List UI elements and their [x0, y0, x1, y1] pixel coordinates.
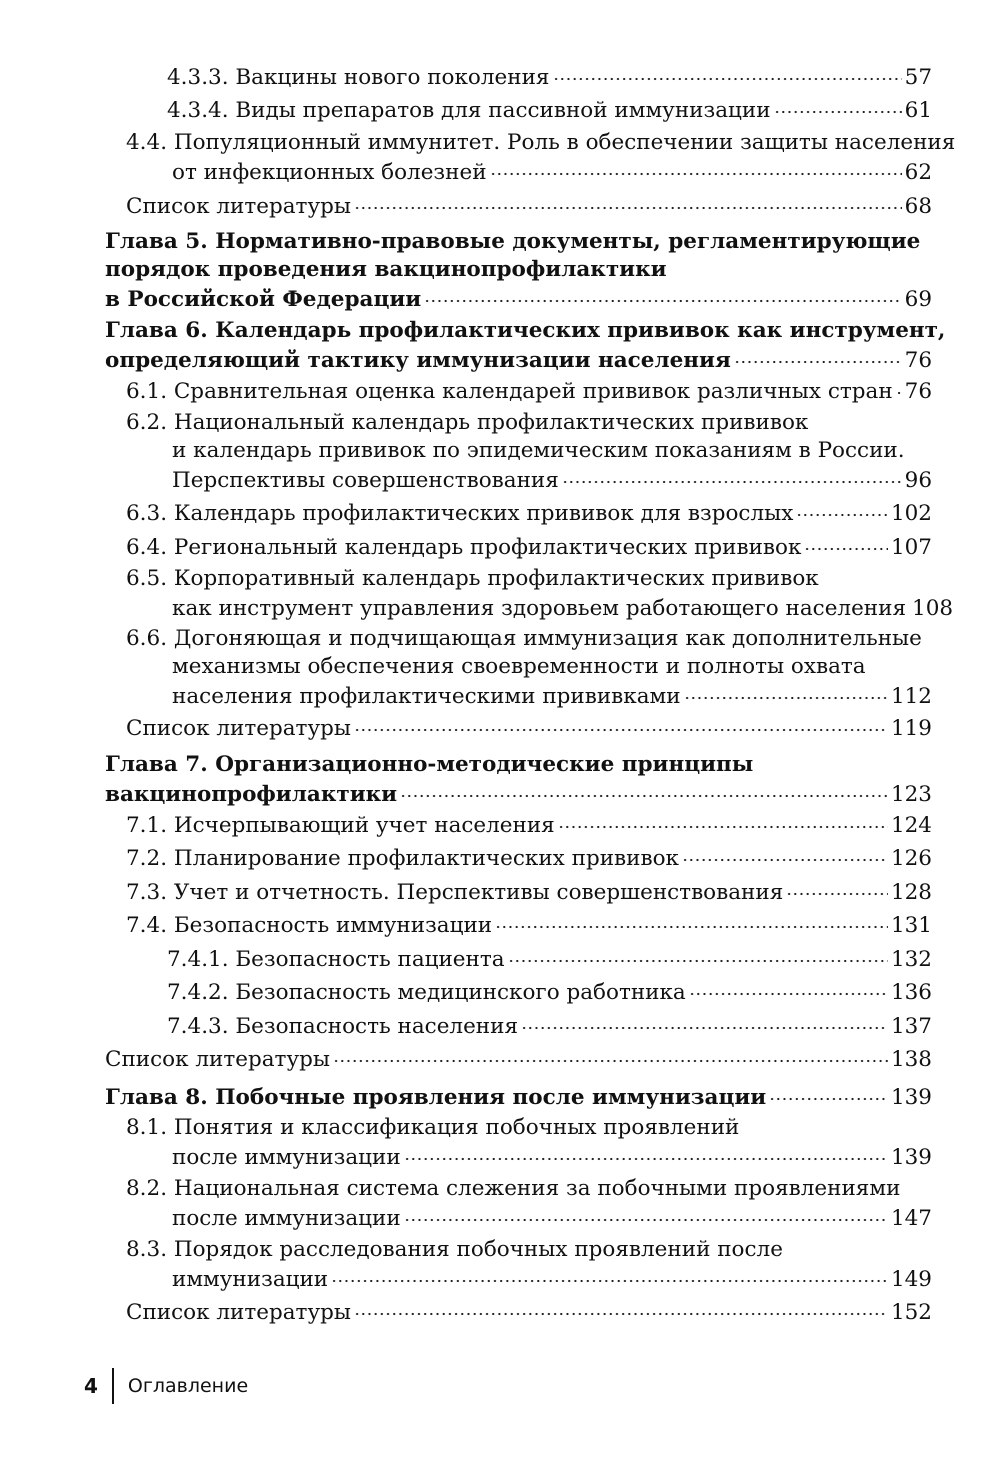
dot-leader: [774, 95, 902, 117]
toc-entry-text: 6.4. Региональный календарь профилактических прививок: [126, 534, 802, 560]
dot-leader: [684, 681, 888, 703]
toc-entry-text: 7.1. Исчерпывающий учет населения: [126, 812, 555, 838]
dot-leader: [689, 977, 888, 999]
toc-entry[interactable]: [126, 810, 932, 840]
toc-entry[interactable]: [105, 751, 932, 809]
toc-entry[interactable]: [126, 910, 932, 940]
dot-leader: [333, 1044, 888, 1066]
toc-entry-text: 8.3. Порядок расследования побочных проявлений после: [126, 1237, 783, 1262]
toc-entry[interactable]: [126, 191, 932, 221]
dot-leader: [804, 532, 888, 554]
toc-entry[interactable]: [126, 877, 932, 907]
dot-leader: [682, 843, 888, 865]
toc-entry-text: 4.4. Популяционный иммунитет. Роль в обеспечении защиты населения: [126, 130, 956, 155]
toc-page-number: 131: [890, 912, 932, 938]
dot-leader: [734, 345, 902, 367]
toc-entry-text: 7.2. Планирование профилактических прививок: [126, 845, 679, 871]
toc-entry[interactable]: [105, 1082, 932, 1112]
toc-entry-text: Список литературы: [105, 1046, 330, 1072]
dot-leader: [331, 1264, 888, 1286]
toc-entry-text: 6.1. Сравнительная оценка календарей прививок различных стран: [126, 378, 893, 404]
dot-leader: [495, 910, 888, 932]
toc-entry-text: механизмы обеспечения своевременности и полноты охвата: [172, 654, 866, 679]
toc-entry-text: 6.3. Календарь профилактических прививок для взрослых: [126, 500, 794, 526]
toc-entry-text: после иммунизации: [172, 1144, 401, 1170]
dot-leader: [521, 1011, 888, 1033]
toc-page-number: 136: [890, 979, 932, 1005]
toc-entry[interactable]: [105, 317, 946, 375]
toc-entry-text: 7.4.2. Безопасность медицинского работника: [167, 979, 686, 1005]
toc-page-number: 126: [890, 845, 932, 871]
toc-entry[interactable]: [126, 625, 932, 711]
toc-entry[interactable]: [167, 977, 932, 1007]
toc-page-number: 96: [904, 467, 932, 493]
dot-leader: [404, 1142, 888, 1164]
toc-entry-text: от инфекционных болезней: [172, 159, 487, 185]
toc-page-number: 108: [912, 595, 954, 621]
dot-leader: [490, 157, 902, 179]
toc-entry-text: 7.4.3. Безопасность населения: [167, 1013, 519, 1039]
toc-page-number: 139: [890, 1084, 932, 1110]
toc-entry[interactable]: [126, 565, 954, 623]
toc-entry[interactable]: [126, 129, 956, 187]
toc-page-number: 68: [904, 193, 932, 219]
toc-page-number: 139: [890, 1144, 932, 1170]
toc-entry-text: Глава 8. Побочные проявления после иммунизации: [105, 1084, 767, 1110]
dot-leader: [354, 191, 902, 213]
toc-entry-text: как инструмент управления здоровьем работающего населения: [172, 595, 907, 621]
page-number: 4: [84, 1374, 98, 1398]
toc-entry[interactable]: [167, 944, 932, 974]
toc-page-number: 107: [890, 534, 932, 560]
toc-entry-text: и календарь прививок по эпидемическим показаниям в России.: [172, 438, 905, 463]
toc-entry-text: вакцинопрофилактики: [105, 781, 398, 807]
toc-page-number: 69: [904, 286, 932, 312]
toc-entry-text: 4.3.4. Виды препаратов для пассивной иммунизации: [167, 97, 771, 123]
toc-entry-text: Глава 5. Нормативно-правовые документы, регламентирующие: [105, 229, 921, 254]
toc-entry-text: 7.4.1. Безопасность пациента: [167, 946, 505, 972]
dot-leader: [769, 1082, 888, 1104]
toc-entry-text: Список литературы: [126, 193, 351, 219]
toc-entry-text: 7.4. Безопасность иммунизации: [126, 912, 493, 938]
toc-entry-text: 8.2. Национальная система слежения за побочными проявлениями: [126, 1176, 901, 1201]
toc-entry[interactable]: [126, 713, 932, 743]
toc-entry[interactable]: [167, 62, 932, 92]
toc-entry[interactable]: [105, 1044, 932, 1074]
dot-leader: [786, 877, 888, 899]
dot-leader: [508, 944, 888, 966]
toc-entry-text: Глава 6. Календарь профилактических прививок как инструмент,: [105, 318, 946, 343]
footer-divider: [112, 1368, 114, 1404]
toc-entry-text: 6.6. Догоняющая и подчищающая иммунизация как дополнительные: [126, 626, 922, 651]
toc-page-number: 123: [890, 781, 932, 807]
toc-entry[interactable]: [126, 1297, 932, 1327]
toc-page-number: 76: [904, 378, 932, 404]
toc-page-number: 57: [904, 64, 932, 90]
toc-entry-text: после иммунизации: [172, 1205, 401, 1231]
dot-leader: [424, 284, 901, 306]
toc-entry-text: определяющий тактику иммунизации населения: [105, 347, 731, 373]
toc-entry[interactable]: [126, 1175, 932, 1233]
toc-page-number: 128: [890, 879, 932, 905]
toc-entry[interactable]: [126, 1114, 932, 1172]
dot-leader: [562, 465, 902, 487]
dot-leader: [354, 713, 888, 735]
toc-entry[interactable]: [105, 228, 932, 314]
dot-leader: [553, 62, 902, 84]
toc-entry-text: 8.1. Понятия и классификация побочных проявлений: [126, 1115, 740, 1140]
toc-entry-text: 6.5. Корпоративный календарь профилактических прививок: [126, 566, 819, 591]
toc-page-number: 152: [890, 1299, 932, 1325]
dot-leader: [354, 1297, 888, 1319]
toc-page-number: 147: [890, 1205, 932, 1231]
toc-entry[interactable]: [167, 95, 932, 125]
toc-page-number: 112: [890, 683, 932, 709]
toc-entry[interactable]: [126, 843, 932, 873]
toc-page-number: 137: [890, 1013, 932, 1039]
toc-entry-text: Список литературы: [126, 1299, 351, 1325]
dot-leader: [404, 1203, 888, 1225]
toc-entry-text: в Российской Федерации: [105, 286, 422, 312]
toc-entry[interactable]: [126, 409, 932, 495]
toc-page-number: 124: [890, 812, 932, 838]
toc-page-number: 102: [890, 500, 932, 526]
toc-page-number: 149: [890, 1266, 932, 1292]
dot-leader: [400, 779, 888, 801]
dot-leader: [896, 376, 902, 398]
toc-entry-text: Глава 7. Организационно-методические принципы: [105, 752, 754, 777]
dot-leader: [796, 498, 888, 520]
dot-leader: [558, 810, 888, 832]
page-footer: [84, 1368, 248, 1404]
toc-entry-text: населения профилактическими прививками: [172, 683, 681, 709]
toc-page-number: 132: [890, 946, 932, 972]
toc-entry-text: Перспективы совершенствования: [172, 467, 559, 493]
toc-entry[interactable]: [126, 532, 932, 562]
toc-entry-text: порядок проведения вакцинопрофилактики: [105, 257, 667, 282]
toc-page-number: 62: [904, 159, 932, 185]
running-title: Оглавление: [127, 1375, 249, 1397]
toc-entry-text: 4.3.3. Вакцины нового поколения: [167, 64, 550, 90]
toc-page-number: 138: [890, 1046, 932, 1072]
toc-page-number: 119: [890, 715, 932, 741]
toc-entry[interactable]: [126, 1236, 932, 1294]
toc-entry[interactable]: [126, 376, 932, 406]
toc-page-number: 61: [904, 97, 932, 123]
toc-page-number: 76: [904, 347, 932, 373]
toc-entry-text: Список литературы: [126, 715, 351, 741]
toc-entry-text: иммунизации: [172, 1266, 329, 1292]
toc-entry[interactable]: [126, 498, 932, 528]
toc-entry-text: 7.3. Учет и отчетность. Перспективы совершенствования: [126, 879, 784, 905]
toc-entry[interactable]: [167, 1011, 932, 1041]
toc-entry-text: 6.2. Национальный календарь профилактических прививок: [126, 410, 809, 435]
